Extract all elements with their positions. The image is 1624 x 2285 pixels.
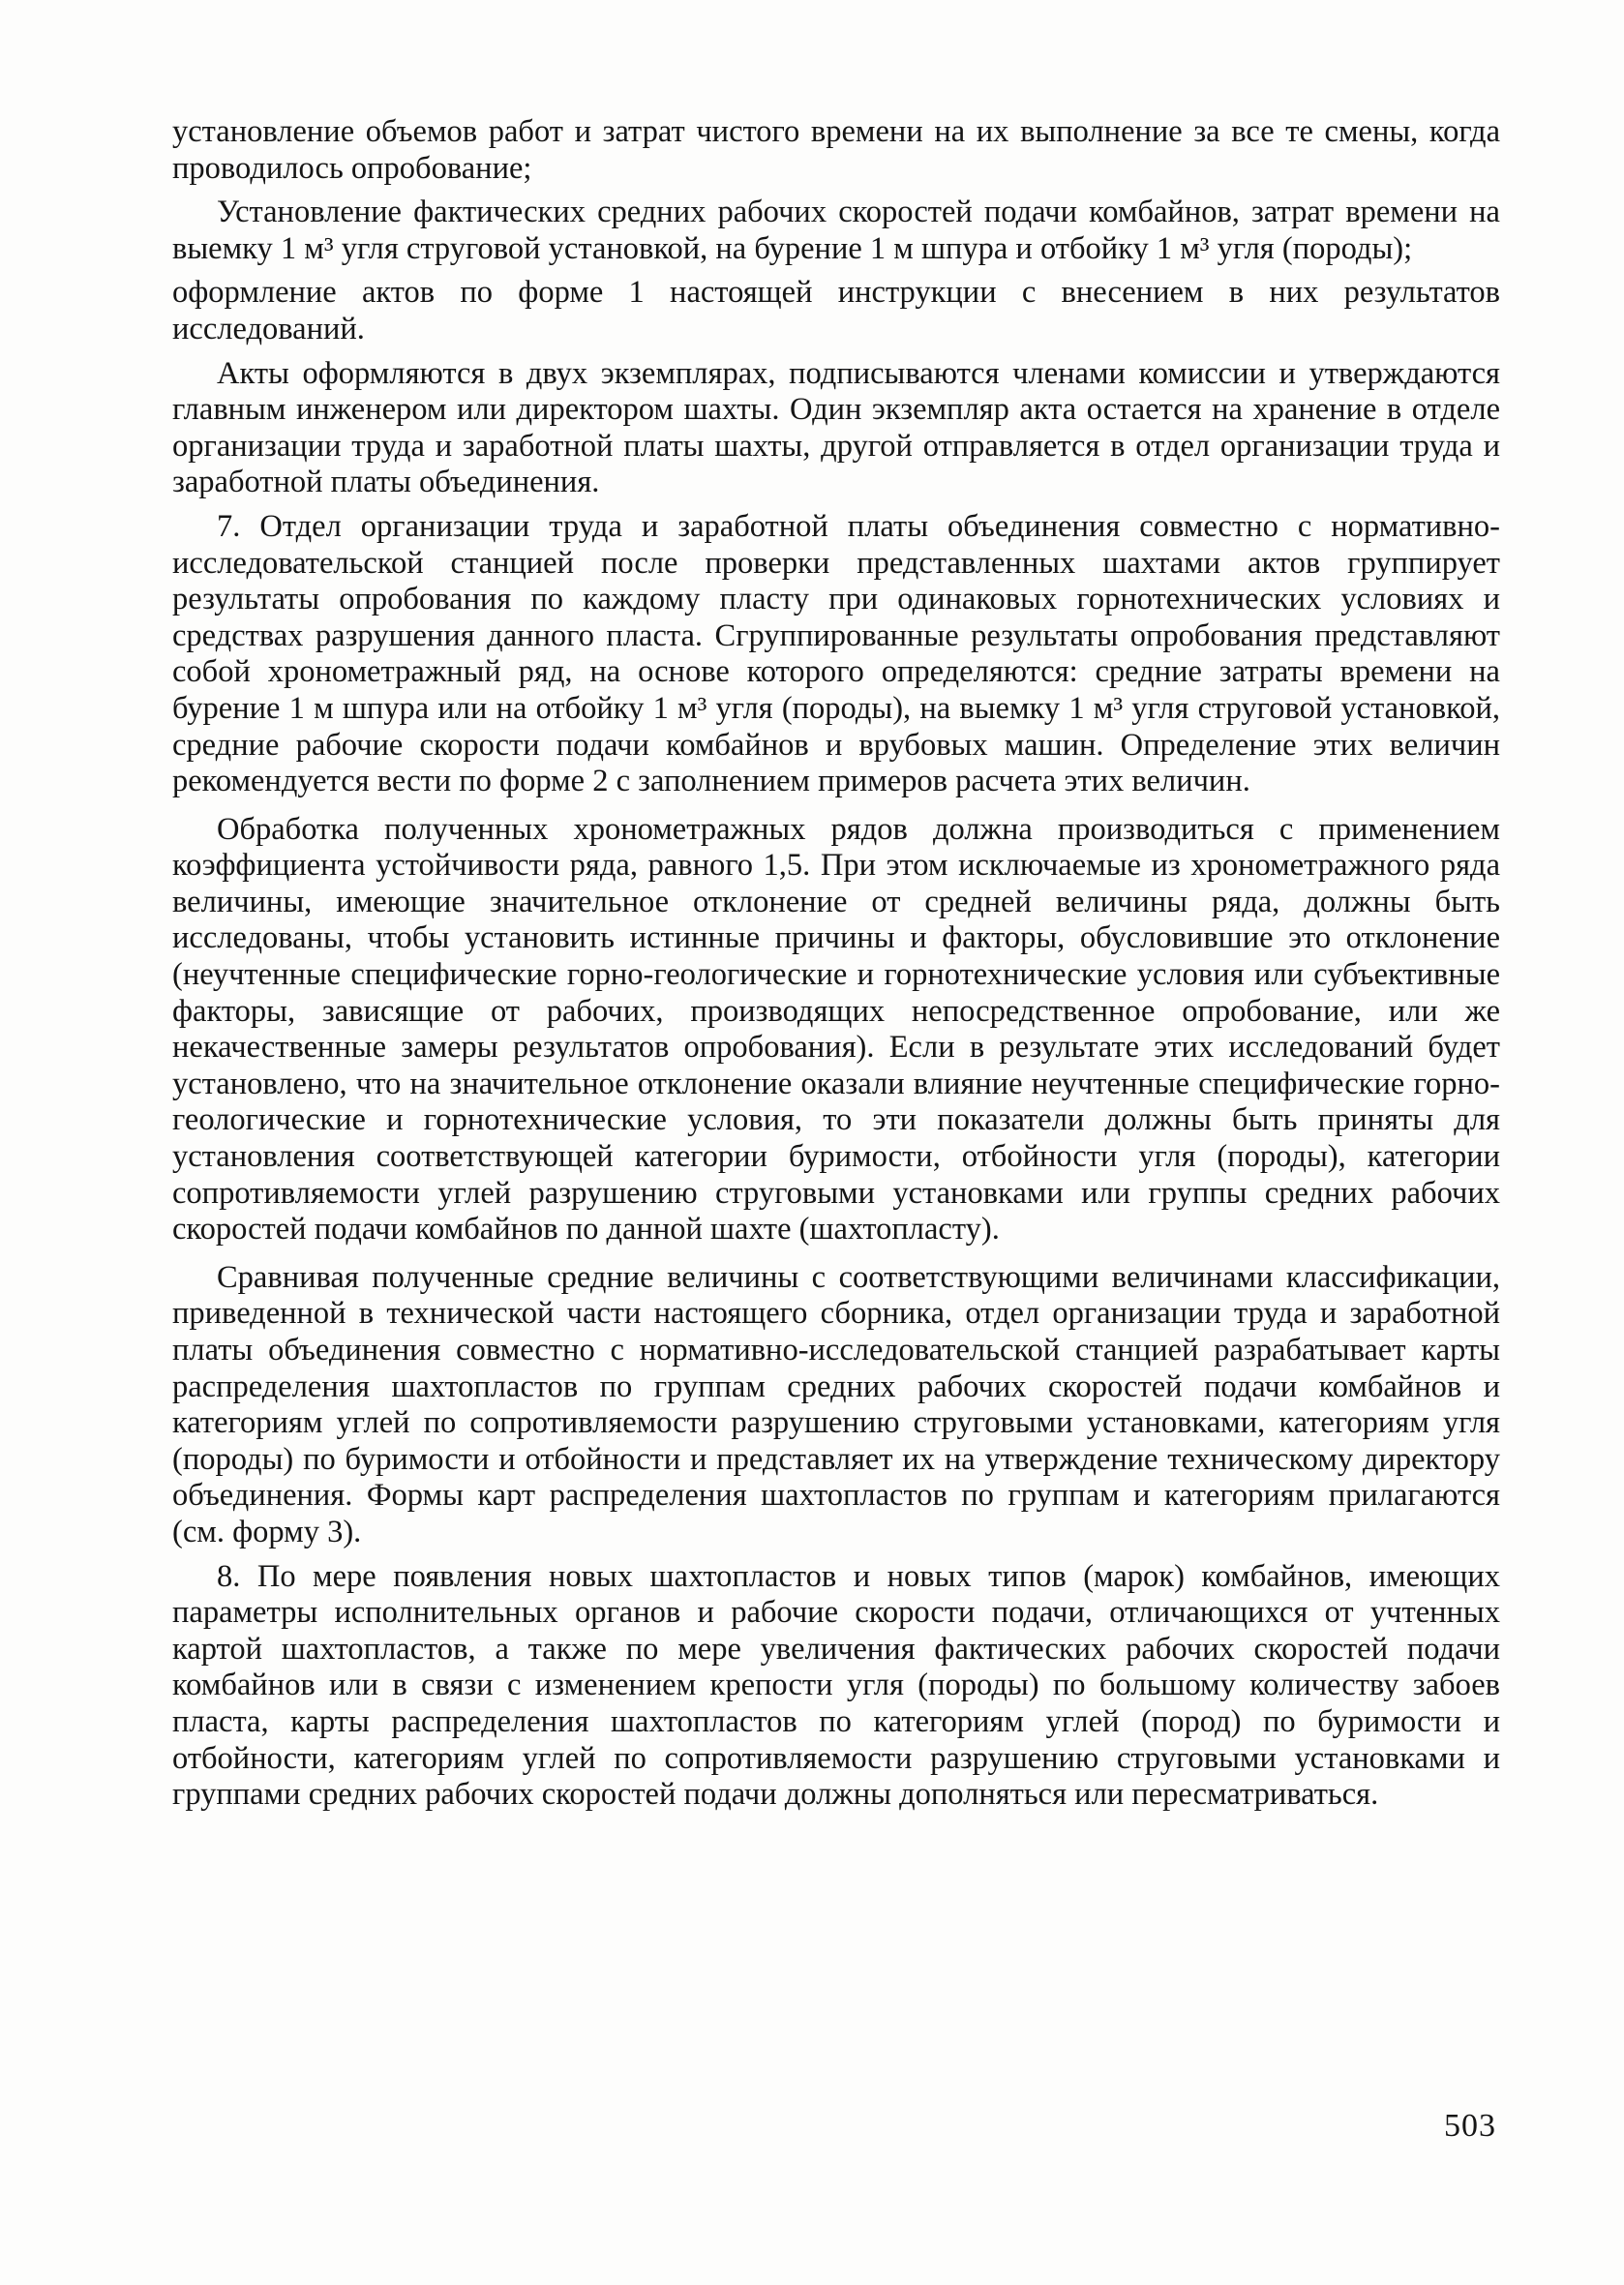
- paragraph-5: 7. Отдел организации труда и заработной платы объединения совместно с нормативно-исследовательской станцией после проверки представленных шахтами актов группирует результаты опробования по каждому пласту при одинаковых горнотехнических условиях и средствах разрушения данного пласта. Сгруппированные результаты опробования представляют собой хронометражный ряд, на основе которого определяются: средние затраты времени на бурение 1 м шпура или на отбойку 1 м³ угля (породы), на выемку 1 м³ угля струговой установкой, средние рабочие скорости подачи комбайнов и врубовых машин. Определение этих величин рекомендуется вести по форме 2 с заполнением примеров расчета этих величин.: [172, 508, 1500, 799]
- paragraph-2: Установление фактических средних рабочих скоростей подачи комбайнов, затрат времени на выемку 1 м³ угля струговой установкой, на бурение 1 м шпура и отбойку 1 м³ угля (породы);: [172, 195, 1500, 266]
- paragraph-4: Акты оформляются в двух экземплярах, подписываются членами комиссии и утверждаются главным инженером или директором шахты. Один экземпляр акта остается на хранение в отделе организации труда и заработной платы шахты, другой отправляется в отдел организации труда и заработной платы объединения.: [172, 355, 1500, 500]
- paragraph-7: Сравнивая полученные средние величины с соответствующими величинами классификации, приведенной в технической части настоящего сборника, отдел организации труда и заработной платы объединения совместно с нормативно-исследовательской станцией разрабатывает карты распределения шахтопластов по группам средних рабочих скоростей подачи комбайнов и категориям углей по сопротивляемости разрушению струговыми установками, категориям угля (породы) по буримости и отбойности и представляет их на утверждение техническому директору объединения. Формы карт распределения шахтопластов по группам и категориям прилагаются (см. форму 3).: [172, 1259, 1500, 1549]
- page-number: 503: [1444, 2108, 1496, 2144]
- paragraph-3: оформление актов по форме 1 настоящей инструкции с внесением в них результатов исследований.: [172, 275, 1500, 346]
- paragraph-1: установление объемов работ и затрат чистого времени на их выполнение за все те смены, когда проводилось опробование;: [172, 114, 1500, 186]
- paragraph-8: 8. По мере появления новых шахтопластов и новых типов (марок) комбайнов, имеющих параметры исполнительных органов и рабочие скорости подачи, отличающихся от учтенных картой шахтопластов, а также по мере увеличения фактических рабочих скоростей подачи комбайнов или в связи с изменением крепости угля (породы) по большому количеству забоев пласта, карты распределения шахтопластов по категориям углей (пород) по буримости и отбойности, категориям углей по сопротивляемости разрушению струговыми установками и группами средних рабочих скоростей подачи должны дополняться или пересматриваться.: [172, 1558, 1500, 1813]
- text-body: [172, 114, 1500, 1821]
- paragraph-6: Обработка полученных хронометражных рядов должна производиться с применением коэффициента устойчивости ряда, равного 1,5. При этом исключаемые из хронометражного ряда величины, имеющие значительное отклонение от средней величины ряда, должны быть исследованы, чтобы установить истинные причины и факторы, обусловившие это отклонение (неучтенные специфические горно-геологические и горнотехнические условия или субъективные факторы, зависящие от рабочих, производящих непосредственное опробование, или же некачественные замеры результатов опробования). Если в результате этих исследований будет установлено, что на значительное отклонение оказали влияние неучтенные специфические горно-геологические и горнотехнические условия, то эти показатели должны быть приняты для установления соответствующей категории буримости, отбойности угля (породы), категории сопротивляемости углей разрушению струговыми установками или группы средних рабочих скоростей подачи комбайнов по данной шахте (шахтопласту).: [172, 811, 1500, 1248]
